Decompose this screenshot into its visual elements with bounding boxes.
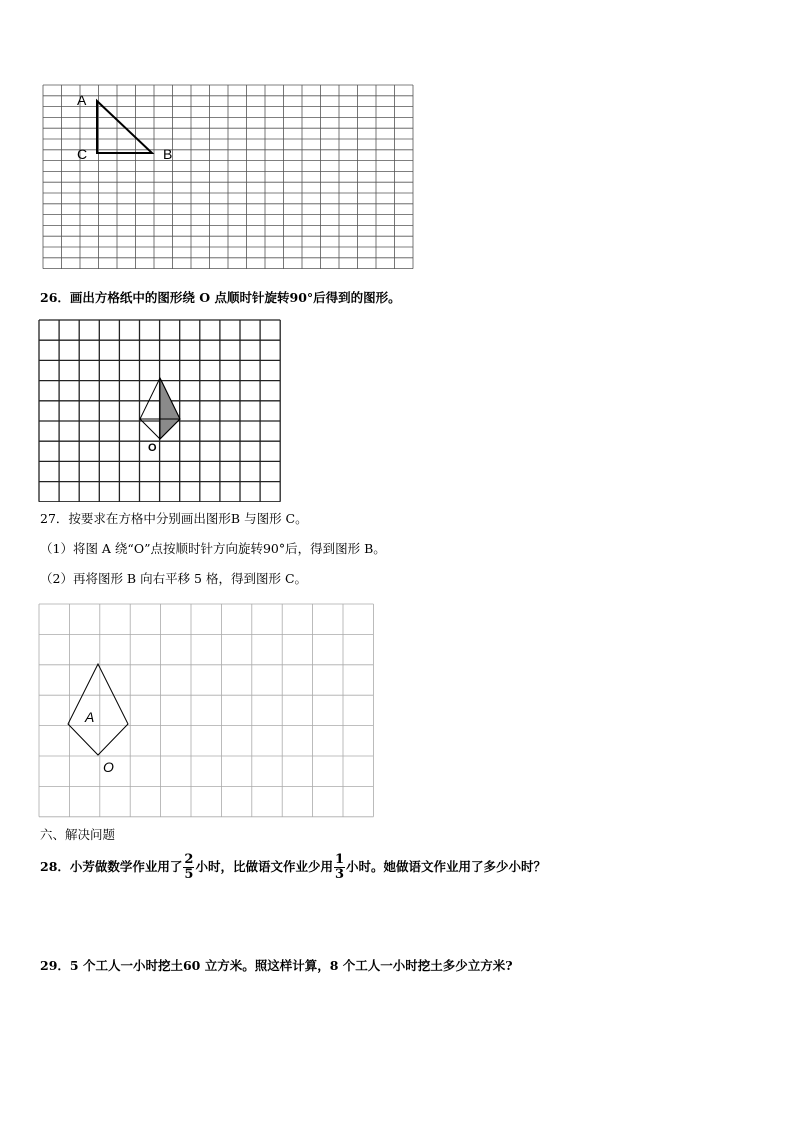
- question-26: [40, 290, 401, 306]
- label-c: C: [77, 146, 88, 162]
- fraction-1-3: $\frac{1}{3}$: [334, 852, 345, 882]
- figure-a: [68, 664, 128, 755]
- question-text: 按要求在方格中分别画出图形B 与图形 C。: [68, 511, 308, 526]
- section-title: 六、解决问题: [40, 827, 116, 842]
- question-text: 画出方格纸中的图形绕 O 点顺时针旋转90°后得到的图形。: [69, 290, 401, 305]
- question-number: 27．: [40, 511, 69, 526]
- question-number: 28．: [40, 859, 70, 874]
- question-number: 26．: [40, 290, 70, 305]
- label-a: A: [85, 709, 95, 725]
- question-text: 5 个工人一小时挖土60 立方米。照这样计算，8 个工人一小时挖土多少立方米?: [69, 958, 513, 973]
- question-27: [40, 511, 308, 527]
- label-o: O: [103, 759, 114, 775]
- fraction-2-5: $\frac{2}{5}$: [184, 852, 194, 882]
- label-a: A: [77, 92, 87, 108]
- grid-figure-a: [38, 603, 374, 819]
- question-27-step-1: （1）将图 A 绕“O”点按顺时针方向旋转90°后，得到图形 B。: [40, 541, 386, 556]
- kite-shaded-half: [160, 378, 180, 439]
- grid-figure-kite: [38, 318, 282, 502]
- question-28: [40, 850, 546, 884]
- question-29: [40, 958, 513, 974]
- triangle-abc: [97, 101, 152, 153]
- label-o: O: [148, 442, 157, 454]
- question-number: 29．: [40, 958, 70, 973]
- question-text-part3: 小时。她做语文作业用了多少小时？: [346, 859, 547, 874]
- grid-figure-triangle: [40, 84, 416, 274]
- question-27-step-2: （2）再将图形 B 向右平移 5 格，得到图形 C。: [40, 571, 308, 586]
- question-text-part1: 小芳做数学作业用了: [69, 859, 183, 874]
- label-b: B: [163, 146, 173, 162]
- question-text-part2: 小时，比做语文作业少用: [195, 859, 333, 874]
